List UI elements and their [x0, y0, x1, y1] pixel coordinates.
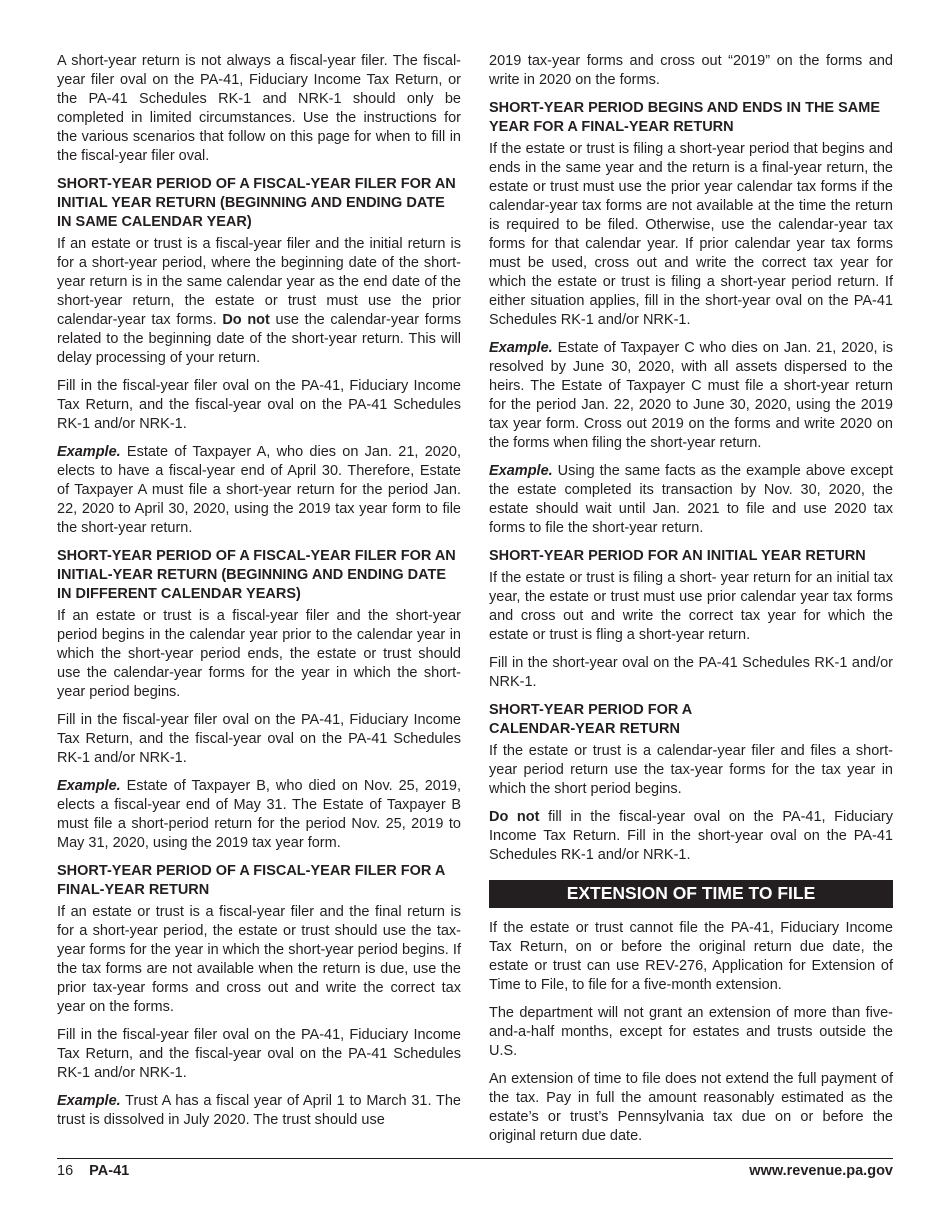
- example-label: Example.: [489, 340, 553, 356]
- paragraph: If the estate or trust is filing a short-year period that begins and ends in the same year and the return is a final-year return, the estate or trust must use the prior year calendar tax forms if the calendar-year tax forms are not available at the time the return is required to be filed. Otherwise, use the calendar-year tax forms for that calendar year. If prior calendar year tax forms must be used, cross out and write the correct tax year for which the estate or trust is filing a short-year period return. If either situation applies, fill in the short-year oval on the PA-41 Schedules RK-1 and/or NRK-1.: [489, 141, 893, 328]
- example-text: Using the same facts as the example above except the estate completed its transaction by Nov. 30, 2020, the estate should wait until Jan. 2021 to file and use 2020 tax forms to file the short-year return.: [489, 463, 893, 536]
- form-name: PA-41: [89, 1163, 130, 1179]
- paragraph-text: If an estate or trust is a fiscal-year filer and the initial return is for a short-year period, where the beginning date of the short-year return is in the same calendar year as the end date of the short-year return, the estate or trust must use the prior calendar-year tax forms.: [57, 236, 461, 328]
- paragraph-text: fill in the fiscal-year oval on the PA-41, Fiduciary Income Tax Return. Fill in the short-year oval on the PA-41 Schedules RK-1 and/or NRK-1.: [489, 809, 893, 863]
- example-paragraph: [57, 777, 461, 853]
- website-url: www.revenue.pa.gov: [749, 1163, 893, 1179]
- section-heading-initial-year: SHORT-YEAR PERIOD FOR AN INITIAL YEAR RETURN: [489, 548, 866, 564]
- paragraph: [489, 808, 893, 865]
- example-paragraph: [57, 1092, 461, 1130]
- heading-line: CALENDAR-YEAR RETURN: [489, 721, 680, 737]
- section-heading-same-year-final: SHORT-YEAR PERIOD BEGINS AND ENDS IN THE SAME YEAR FOR A FINAL-YEAR RETURN: [489, 100, 881, 135]
- page-number: 16: [57, 1163, 74, 1179]
- extension-banner: EXTENSION OF TIME TO FILE: [489, 880, 893, 908]
- section-heading-fiscal-initial-same-year: SHORT-YEAR PERIOD OF A FISCAL-YEAR FILER FOR AN INITIAL YEAR RETURN (BEGINNING AND ENDING DATE IN SAME CALENDAR YEAR): [57, 176, 456, 230]
- page-footer: [57, 1158, 893, 1181]
- paragraph: If an estate or trust is a fiscal-year filer and the final return is for a short-year period, the estate or trust should use the tax-year forms for the year in which the short-year period begins. If the tax forms are not available when the return is due, use the prior tax-year forms and cross out and write the correct tax year on the forms.: [57, 904, 461, 1015]
- emphasis-do-not: Do not: [222, 312, 270, 328]
- example-text: Estate of Taxpayer A, who dies on Jan. 21, 2020, elects to have a fiscal-year end of April 30. Therefore, Estate of Taxpayer A must file a short-year return for the period Jan. 22, 2020 to April 30, 2020, using the 2019 tax year form to file the short-year return.: [57, 444, 461, 536]
- section-heading-calendar-year: [489, 701, 893, 739]
- paragraph-text: use the calendar-year forms related to the beginning date of the short-year return. This will delay processing of your return.: [57, 312, 461, 366]
- paragraph: If the estate or trust is a calendar-year filer and files a short-year period return use the tax-year forms for the tax year in which the short period begins.: [489, 743, 893, 797]
- example-paragraph: [57, 443, 461, 538]
- example-paragraph: [489, 339, 893, 453]
- continued-paragraph: 2019 tax-year forms and cross out “2019” on the forms and write in 2020 on the forms.: [489, 53, 893, 88]
- example-label: Example.: [57, 444, 121, 460]
- example-label: Example.: [489, 463, 553, 479]
- right-column: [489, 52, 893, 1155]
- left-column: [57, 52, 461, 1139]
- paragraph: [57, 235, 461, 368]
- paragraph: Fill in the short-year oval on the PA-41 Schedules RK-1 and/or NRK-1.: [489, 655, 893, 690]
- example-paragraph: [489, 462, 893, 538]
- example-text: Estate of Taxpayer C who dies on Jan. 21, 2020, is resolved by June 30, 2020, with all assets dispersed to the heirs. The Estate of Taxpayer C must file a short-year return for the period Jan. 22, 2020 to June 30, 2020, using the 2019 tax year form. Cross out 2019 on the forms and write 2020 on the forms when filing the short-year return.: [489, 340, 893, 451]
- section-heading-fiscal-final-year: SHORT-YEAR PERIOD OF A FISCAL-YEAR FILER FOR A FINAL-YEAR RETURN: [57, 863, 445, 898]
- paragraph: If an estate or trust is a fiscal-year filer and the short-year period begins in the calendar year prior to the calendar year in which the short-year period ends, the estate or trust should use the calendar-year forms for the year in which the short-year period begins.: [57, 608, 461, 700]
- paragraph: Fill in the fiscal-year filer oval on the PA-41, Fiduciary Income Tax Return, and the fiscal-year oval on the PA-41 Schedules RK-1 and/or NRK-1.: [57, 1027, 461, 1081]
- paragraph: If the estate or trust is filing a short- year return for an initial tax year, the estate or trust must use prior calendar year tax forms and cross out and write the correct tax year for which the estate or trust is fling a short-year return.: [489, 570, 893, 643]
- example-text: Trust A has a fiscal year of April 1 to March 31. The trust is dissolved in July 2020. The trust should use: [57, 1093, 461, 1128]
- paragraph: The department will not grant an extension of more than five-and-a-half months, except for estates and trusts outside the U.S.: [489, 1005, 893, 1059]
- paragraph: If the estate or trust cannot file the PA-41, Fiduciary Income Tax Return, on or before the original return due date, the estate or trust can use REV-276, Application for Extension of Time to File, to file for a five-month extension.: [489, 920, 893, 993]
- example-label: Example.: [57, 1093, 121, 1109]
- example-text: Estate of Taxpayer B, who died on Nov. 25, 2019, elects a fiscal-year end of May 31. The Estate of Taxpayer B must file a short-period return for the period Nov. 25, 2019 to May 31, 2020, using the 2019 tax year form.: [57, 778, 461, 851]
- emphasis-do-not: Do not: [489, 809, 540, 825]
- paragraph: Fill in the fiscal-year filer oval on the PA-41, Fiduciary Income Tax Return, and the fiscal-year oval on the PA-41 Schedules RK-1 and/or NRK-1.: [57, 378, 461, 432]
- intro-paragraph: A short-year return is not always a fiscal-year filer. The fiscal-year filer oval on the PA-41, Fiduciary Income Tax Return, or the PA-41 Schedules RK-1 and NRK-1 should only be completed in limited circumstances. Use the instructions for the various scenarios that follow on this page for when to fill in the fiscal-year filer oval.: [57, 53, 461, 164]
- paragraph: Fill in the fiscal-year filer oval on the PA-41, Fiduciary Income Tax Return, and the fiscal-year oval on the PA-41 Schedules RK-1 and/or NRK-1.: [57, 712, 461, 766]
- heading-line: SHORT-YEAR PERIOD FOR A: [489, 702, 693, 718]
- paragraph: An extension of time to file does not extend the full payment of the tax. Pay in full the amount reasonably estimated as the estate’s or trust’s Pennsylvania tax due on or before the original return due date.: [489, 1071, 893, 1144]
- section-heading-fiscal-initial-different-years: SHORT-YEAR PERIOD OF A FISCAL-YEAR FILER FOR AN INITIAL-YEAR RETURN (BEGINNING AND ENDING DATE IN DIFFERENT CALENDAR YEARS): [57, 548, 456, 602]
- example-label: Example.: [57, 778, 121, 794]
